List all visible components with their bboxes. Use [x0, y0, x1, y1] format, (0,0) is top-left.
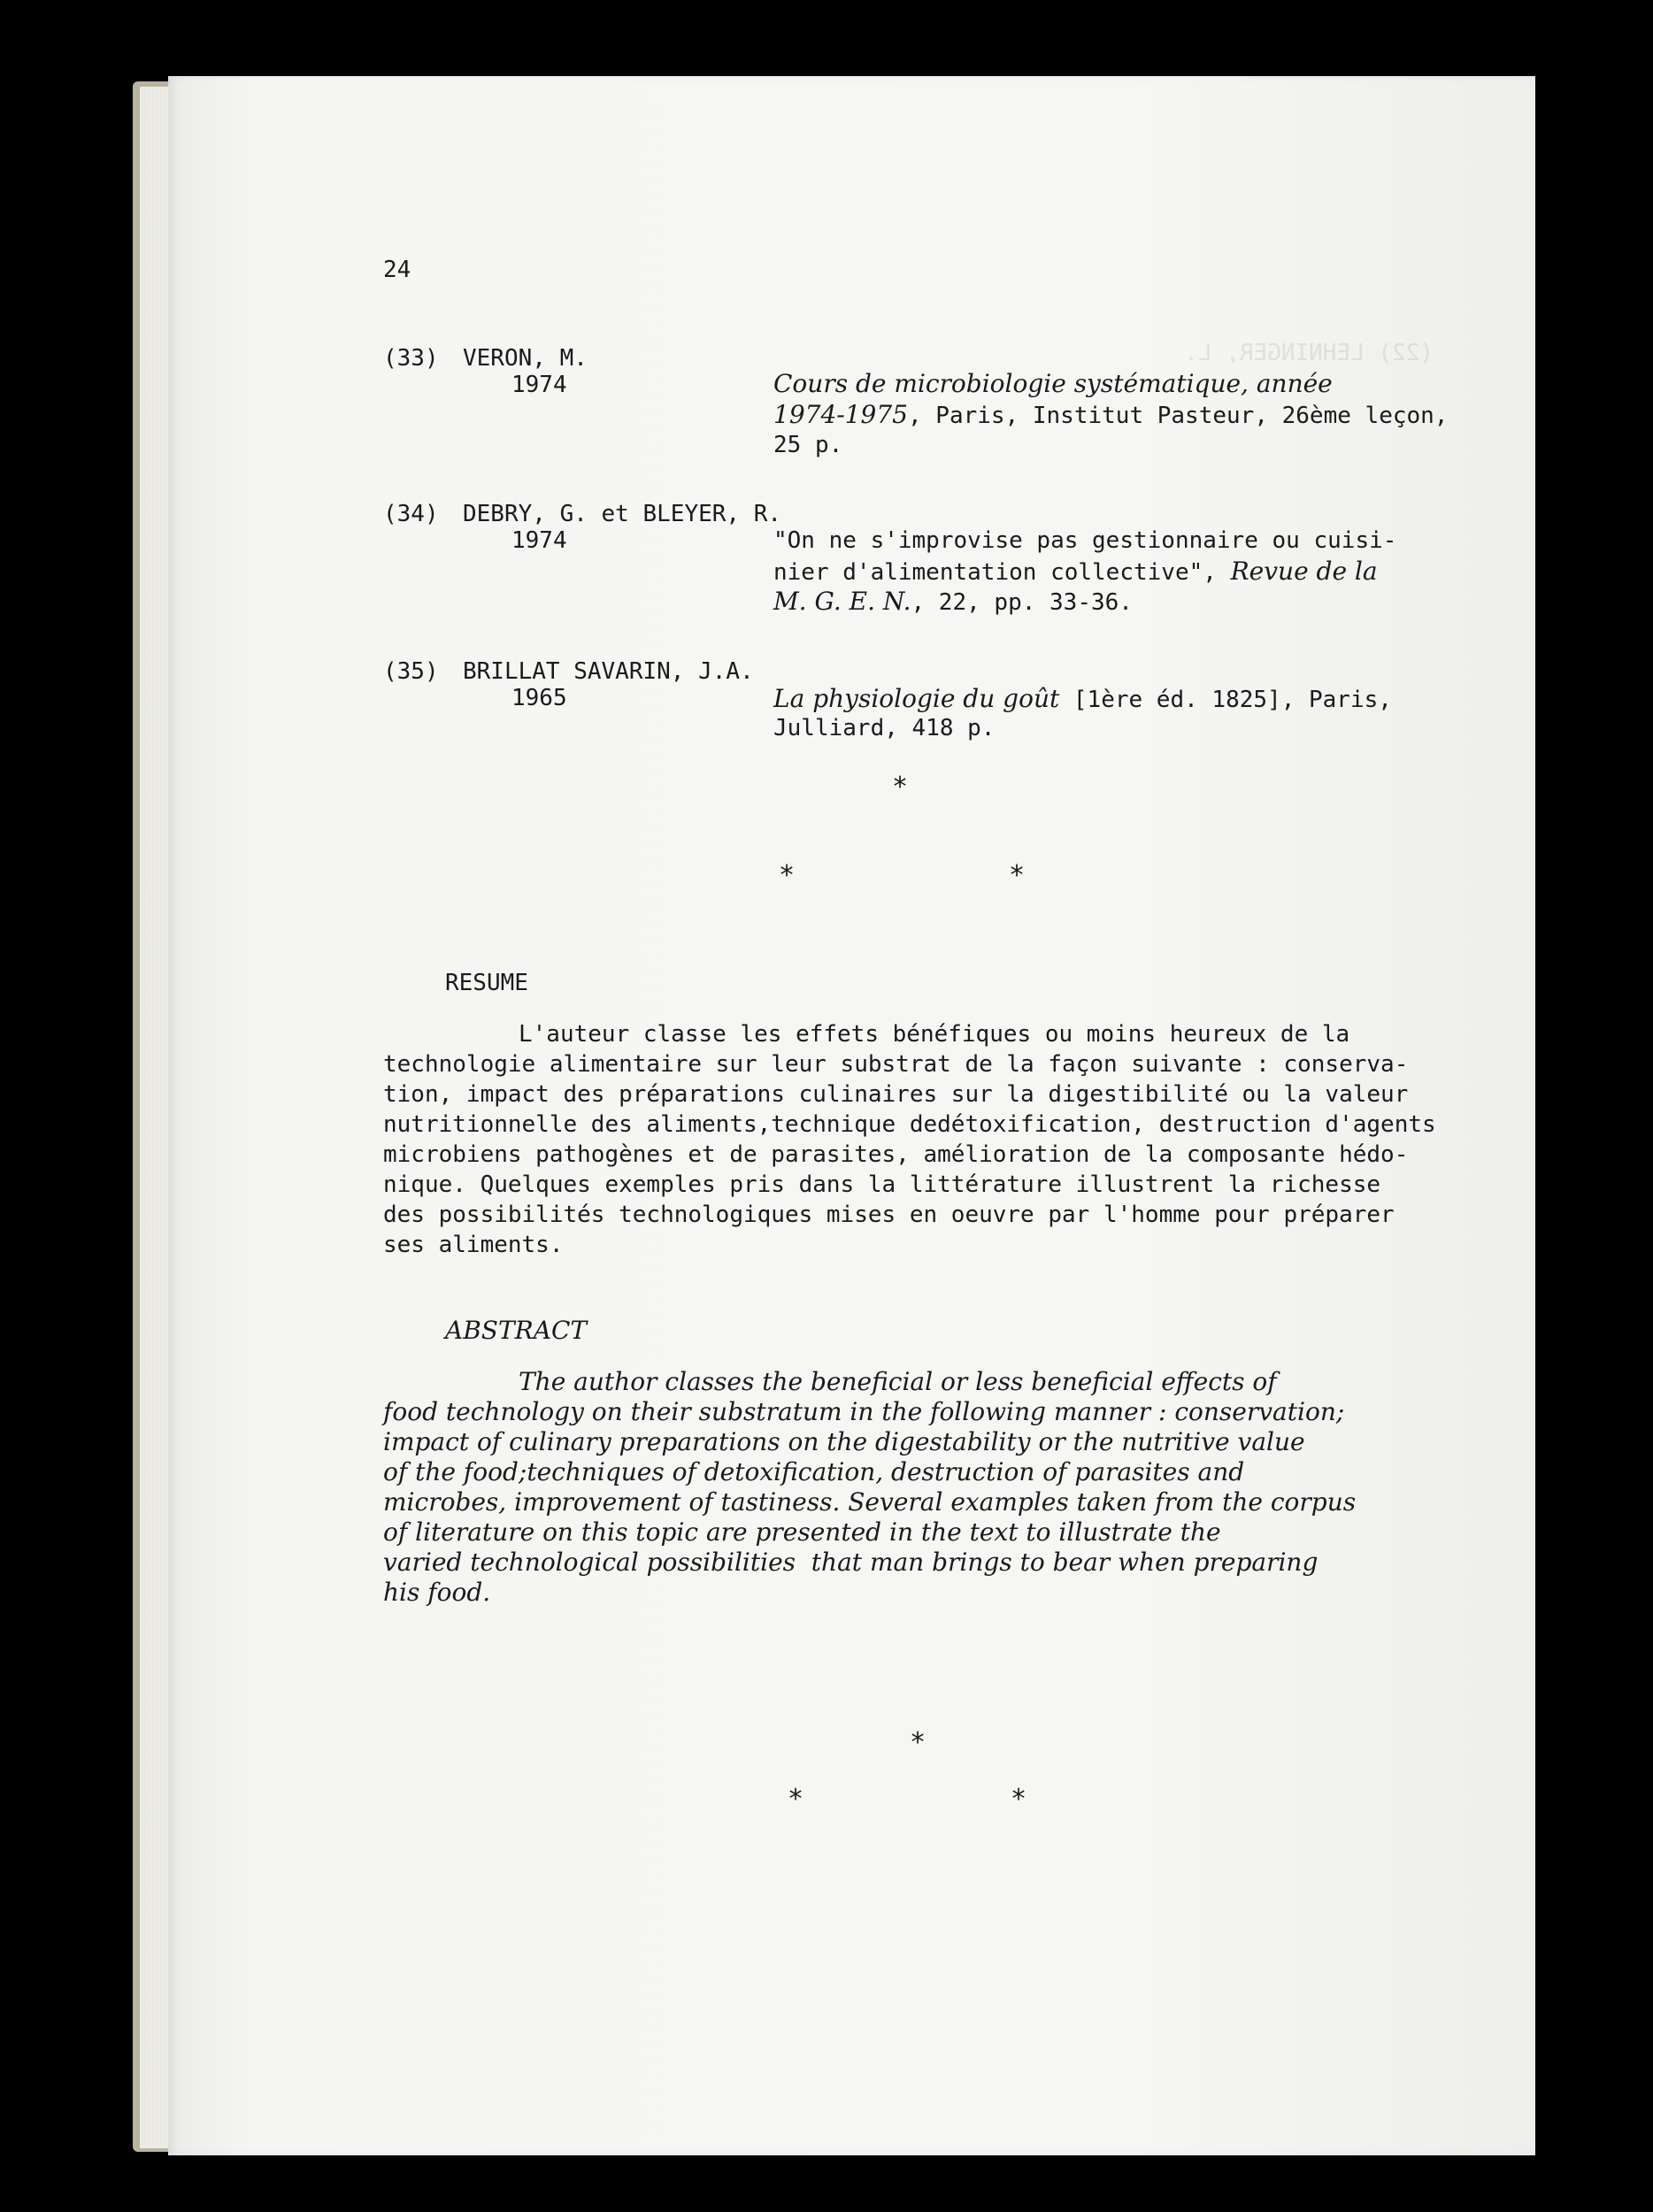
ref-33-publisher: , Paris, Institut Pasteur, 26ème leçon,	[907, 403, 1449, 429]
separator-star: *	[788, 1784, 804, 1815]
ref-34-line2	[773, 559, 1378, 584]
ref-34-line3	[773, 589, 1133, 614]
ref-33-number: (33)	[383, 345, 439, 372]
abstract-line: impact of culinary preparations on the digestability or the nutritive value	[383, 1427, 1305, 1456]
resume-line: nutritionnelle des aliments,technique dedétoxification, destruction d'agents	[383, 1111, 1436, 1138]
separator-star: *	[1011, 1784, 1027, 1815]
ref-34-journal-abbr: M. G. E. N.	[773, 587, 911, 616]
abstract-line: of literature on this topic are presented in the text to illustrate the	[383, 1517, 1221, 1547]
ref-35-number: (35)	[383, 658, 439, 685]
ref-34-pages: , 22, pp. 33-36.	[911, 589, 1133, 616]
ref-33-author: VERON, M.	[463, 345, 588, 372]
ref-34-number: (34)	[383, 501, 439, 527]
ref-35-line1	[773, 684, 1392, 713]
separator-star: *	[910, 1727, 926, 1758]
resume-line: tion, impact des préparations culinaires sur la digestibilité ou la valeur	[383, 1081, 1409, 1108]
abstract-line: his food.	[383, 1578, 491, 1607]
ref-35-title-italic: La physiologie du goût	[773, 684, 1060, 713]
resume-heading: RESUME	[445, 970, 528, 996]
page	[168, 76, 1535, 2155]
ref-33-years-italic: 1974-1975	[773, 400, 908, 429]
show-through-text: (22) LEHNINGER, L.	[1184, 340, 1434, 366]
separator-star: *	[1009, 860, 1026, 891]
abstract-line: microbes, improvement of tastiness. Several examples taken from the corpus	[383, 1487, 1357, 1517]
ref-34-year: 1974	[511, 527, 567, 554]
separator-star: *	[892, 772, 909, 803]
ref-33-line1: Cours de microbiologie systématique, année	[773, 369, 1333, 398]
ref-35-line2: Julliard, 418 p.	[773, 715, 996, 741]
resume-line: nique. Quelques exemples pris dans la littérature illustrent la richesse	[383, 1171, 1381, 1198]
ref-34-journal-italic: Revue de la	[1230, 557, 1378, 586]
abstract-line: of the food;techniques of detoxification, destruction of parasites and	[383, 1457, 1245, 1486]
resume-line: des possibilités technologiques mises en oeuvre par l'homme pour préparer	[383, 1202, 1395, 1228]
ref-35-author: BRILLAT SAVARIN, J.A.	[463, 658, 754, 685]
resume-line: L'auteur classe les effets bénéfiques ou moins heureux de la	[519, 1021, 1350, 1048]
resume-line: technologie alimentaire sur leur substrat de la façon suivante : conserva-	[383, 1051, 1409, 1078]
page-number: 24	[383, 257, 411, 283]
ref-33-line2	[773, 400, 1449, 429]
ref-34-title-end: nier d'alimentation collective",	[773, 559, 1231, 586]
abstract-line: varied technological possibilities that man brings to bear when preparing	[383, 1548, 1319, 1577]
resume-line: microbiens pathogènes et de parasites, amélioration de la composante hédo-	[383, 1141, 1409, 1168]
ref-34-author: DEBRY, G. et BLEYER, R.	[463, 501, 782, 527]
ref-33-line3: 25 p.	[773, 432, 843, 458]
separator-star: *	[779, 860, 796, 891]
ref-33-year: 1974	[511, 372, 567, 398]
resume-line: ses aliments.	[383, 1232, 564, 1258]
abstract-line: food technology on their substratum in the following manner : conservation;	[383, 1397, 1345, 1426]
ref-34-line1: "On ne s'improvise pas gestionnaire ou cuisi-	[773, 527, 1397, 554]
ref-35-edition: [1ère éd. 1825], Paris,	[1059, 687, 1392, 713]
ref-35-year: 1965	[511, 685, 567, 711]
abstract-line: The author classes the beneficial or less beneficial effects of	[519, 1367, 1277, 1396]
abstract-heading: ABSTRACT	[445, 1316, 588, 1345]
